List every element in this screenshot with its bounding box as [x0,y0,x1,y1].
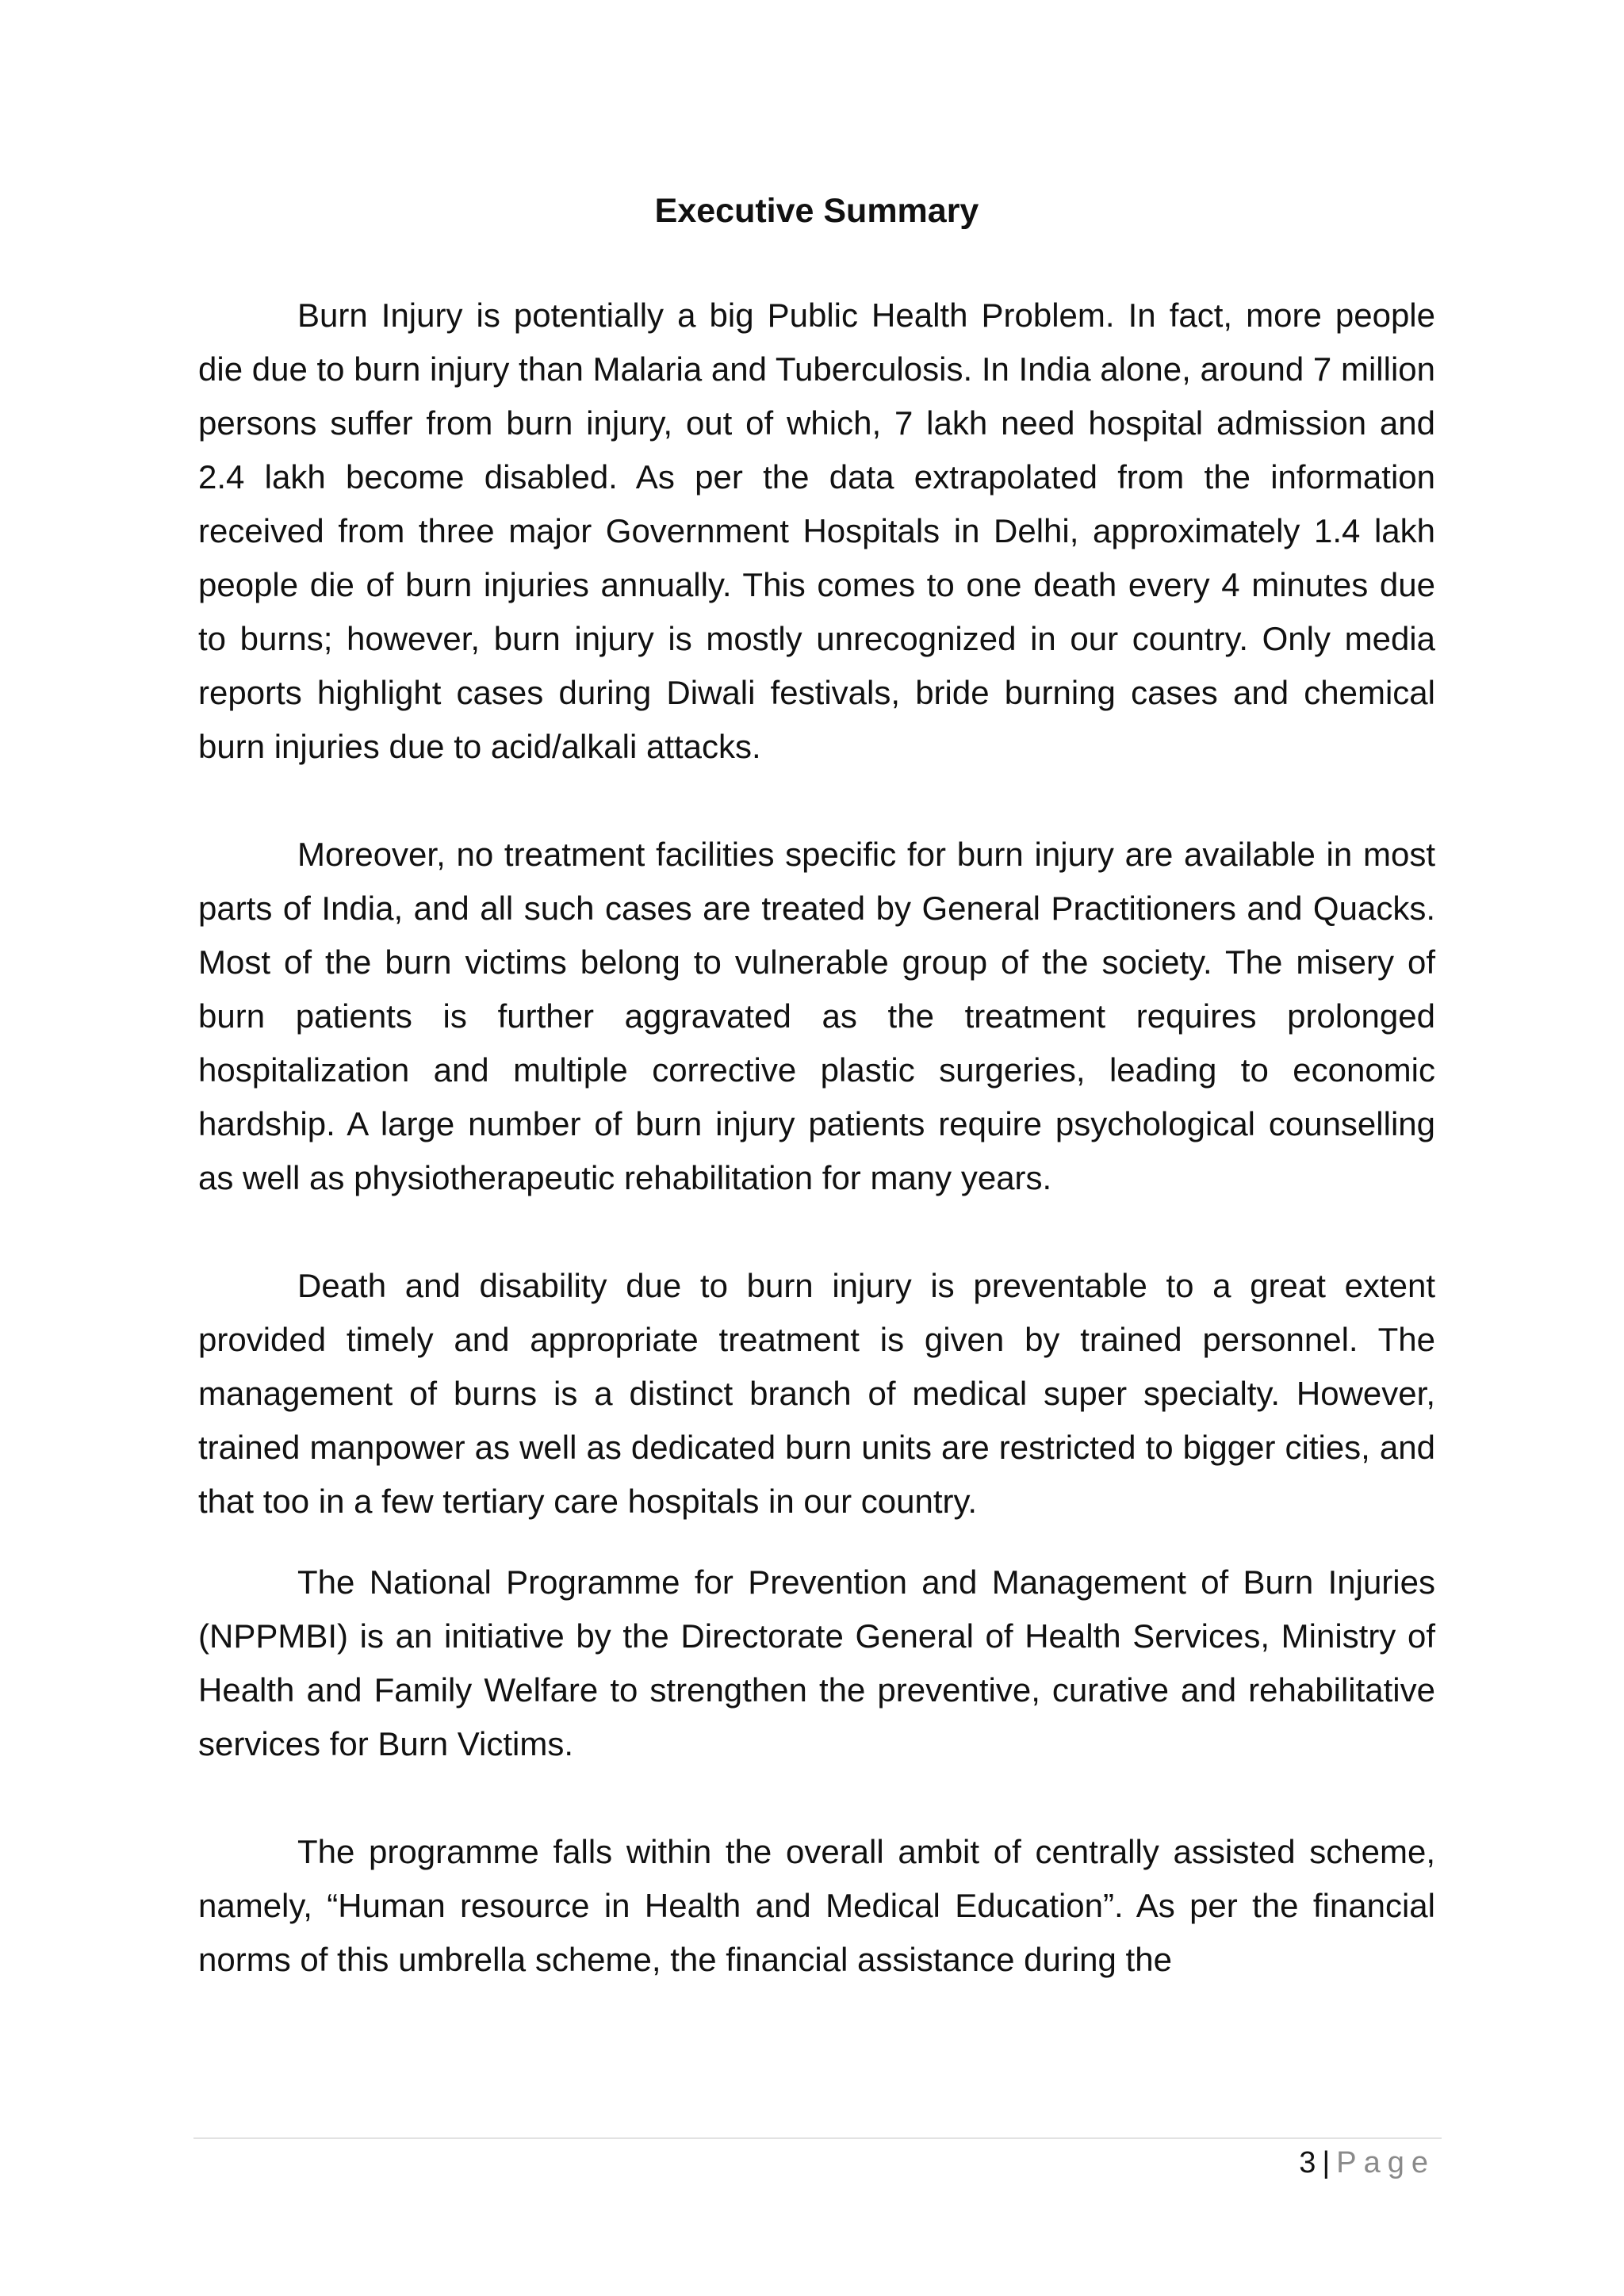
page-content [198,184,1435,1987]
page-number: 3 [1299,2146,1316,2179]
page-footer [1299,2144,1435,2182]
paragraph-treatment-facilities: Moreover, no treatment facilities specific for burn injury are available in most parts of India, and all such cases are treated by General Practitioners and Quacks. Most of the burn victims belong to vulnerable group of the society. The misery of burn patients is further aggravated as the treatment requires prolonged hospitalization and multiple corrective plastic surgeries, leading to economic hardship. A large number of burn injury patients require psychological counselling as well as physiotherapeutic rehabilitation for many years. [198,836,1435,1196]
page-label: Page [1336,2146,1435,2179]
paragraph-preventable-death: Death and disability due to burn injury is preventable to a great extent provided timely and appropriate treatment is given by trained personnel. The management of burns is a distinct branch of medical super specialty. However, trained manpower as well as dedicated burn units are restricted to bigger cities, and that too in a few tertiary care hospitals in our country. [198,1267,1435,1520]
paragraph-burn-injury-burden: Burn Injury is potentially a big Public Health Problem. In fact, more people die due to burn injury than Malaria and Tuberculosis. In India alone, around 7 million persons suffer from burn injury, out of which, 7 lakh need hospital admission and 2.4 lakh become disabled. As per the data extrapolated from the information received from three major Government Hospitals in Delhi, approximately 1.4 lakh people die of burn injuries annually. This comes to one death every 4 minutes due to burns; however, burn injury is mostly unrecognized in our country. Only media reports highlight cases during Diwali festivals, bride burning cases and chemical burn injuries due to acid/alkali attacks. [198,297,1435,765]
footer-divider [193,2137,1442,2139]
footer-separator: | [1322,2146,1331,2179]
page-title: Executive Summary [654,192,979,230]
paragraph-programme-scheme: The programme falls within the overall ambit of centrally assisted scheme, namely, “Human resource in Health and Medical Education”. As per the financial norms of this umbrella scheme, the financial assistance during the [198,1833,1435,1978]
paragraph-nppmbi-initiative: The National Programme for Prevention and Management of Burn Injuries (NPPMBI) is an initiative by the Directorate General of Health Services, Ministry of Health and Family Welfare to strengthen the preventive, curative and rehabilitative services for Burn Victims. [198,1563,1435,1762]
